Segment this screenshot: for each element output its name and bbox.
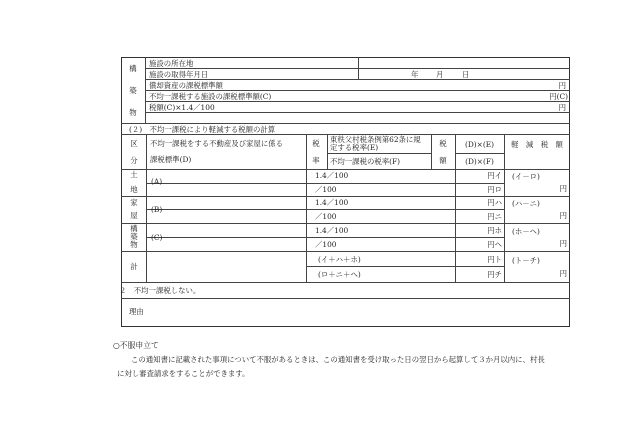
total-sum1: (イ＋ハ＋ホ)	[318, 255, 361, 264]
month-label: 月	[436, 70, 444, 79]
df-header: (D)×(F)	[465, 157, 494, 166]
house-rate: 1.4／100	[315, 198, 349, 207]
land-rate: 1.4／100	[315, 171, 349, 180]
nonuniform-base-label: 不均一課税する施設の課税標準額(C)	[149, 92, 272, 101]
land-item: (A)	[151, 177, 163, 186]
divider	[431, 134, 432, 169]
structure-rate: 1.4／100	[315, 226, 349, 235]
nonuniform-rate-header: 不均一課税の税率(F)	[330, 157, 401, 166]
yen-unit: 円	[558, 103, 566, 112]
divider	[145, 90, 570, 91]
subject-header: 課税標準(D)	[150, 155, 192, 164]
house-rate-f: ／100	[315, 212, 337, 221]
section2-heading: (２) 不均一課税により軽減する税額の計算	[129, 125, 276, 134]
land-relief: 円	[559, 184, 567, 193]
notice-title: ○不服申立て	[113, 341, 159, 350]
structure-rate-f: ／100	[315, 240, 337, 249]
land-label: 地	[130, 185, 138, 194]
divider	[121, 298, 570, 299]
total-unit2: 円チ	[487, 270, 502, 279]
divider	[121, 123, 570, 124]
land-rate-f: ／100	[315, 185, 337, 194]
total-unit1: 円ト	[487, 255, 502, 264]
divider	[327, 134, 328, 169]
divider	[306, 266, 504, 267]
notice-line: に対し審査請求をすることができます。	[117, 369, 250, 378]
location-label: 施設の所在地	[149, 59, 194, 68]
structure-row-label: 構	[130, 224, 138, 233]
structure-tax-f: 円ヘ	[487, 240, 502, 249]
divider	[327, 153, 431, 154]
kubun-label: 区	[130, 139, 138, 148]
total-sum2: (ロ＋ニ＋へ)	[318, 270, 361, 279]
structure-label: 物	[129, 108, 137, 117]
rate-header: 税	[312, 139, 320, 148]
divider	[146, 183, 504, 184]
divider	[121, 169, 570, 170]
divider	[145, 101, 570, 102]
house-item: (B)	[151, 205, 163, 214]
structure-item: (C)	[151, 233, 163, 242]
house-relief: 円	[559, 211, 567, 220]
tax-header: 税	[439, 139, 447, 148]
structure-label: 構	[129, 64, 137, 73]
divider	[146, 237, 504, 238]
land-tax-e: 円イ	[487, 171, 502, 180]
yen-unit: 円(C)	[549, 92, 568, 101]
divider	[145, 112, 570, 113]
land-formula: (イ－ロ)	[512, 172, 540, 181]
de-header: (D)×(E)	[464, 140, 495, 149]
divider	[121, 282, 570, 283]
rate-header: 率	[312, 156, 320, 165]
section3-heading: ２ 不均一課税しない。	[119, 286, 201, 295]
year-label: 年	[411, 70, 419, 79]
tax-c-label: 税額(C)×1.4／100	[149, 103, 215, 112]
subject-header: 不均一課税をする不動産及び家屋に係る	[150, 139, 284, 148]
yen-unit: 円	[558, 81, 566, 90]
divider	[455, 153, 504, 154]
ordinance-rate-header: 定する税率(E)	[330, 143, 379, 152]
divider	[146, 134, 147, 282]
day-label: 日	[462, 70, 470, 79]
structure-relief: 円	[559, 239, 567, 248]
land-tax-f: 円ロ	[487, 185, 502, 194]
kubun-label: 分	[130, 156, 138, 165]
base-label: 償却資産の課税標準額	[149, 81, 223, 90]
total-formula: (ト－チ)	[512, 256, 540, 265]
divider	[121, 196, 570, 197]
divider	[121, 251, 570, 252]
house-tax-f: 円ニ	[487, 212, 502, 221]
structure-label: 築	[129, 86, 137, 95]
divider	[306, 134, 307, 282]
structure-row-label: 物	[130, 240, 138, 249]
house-tax-e: 円ハ	[487, 198, 502, 207]
divider	[145, 79, 570, 80]
house-label: 家	[130, 198, 138, 207]
tax-header: 額	[439, 156, 447, 165]
structure-row-label: 築	[130, 232, 138, 241]
relief-header: 軽 減 税 額	[511, 140, 563, 149]
structure-formula: (ホ－ヘ)	[512, 227, 540, 236]
divider	[145, 68, 570, 69]
notice-line: この通知書に記載された事項について不服があるときは、この通知書を受け取った日の翌日から起算して３か月以内に、村長	[131, 355, 545, 364]
divider	[146, 209, 504, 210]
divider	[121, 223, 570, 224]
total-label: 計	[130, 262, 138, 271]
reason-label: 理由	[129, 307, 144, 316]
house-label: 屋	[130, 211, 138, 220]
house-formula: (ハ－ニ)	[512, 199, 540, 208]
acq-date-label: 施設の取得年月日	[149, 70, 209, 79]
total-relief: 円	[559, 269, 567, 278]
structure-tax-e: 円ホ	[487, 226, 502, 235]
land-label: 土	[130, 170, 138, 179]
divider	[504, 134, 505, 282]
ordinance-rate-header: 東秩父村税条例第62条に規	[330, 135, 421, 144]
